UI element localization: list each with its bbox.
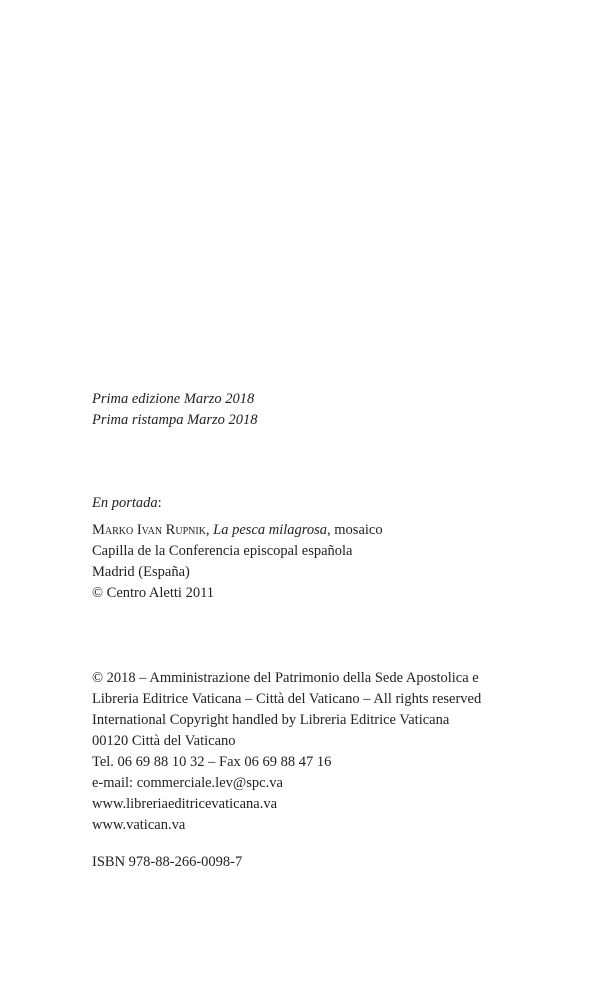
cover-label: En portada [92, 495, 158, 511]
cover-label-colon: : [157, 495, 162, 511]
artwork-medium: , mosaico [327, 522, 383, 538]
publisher-phone-fax: Tel. 06 69 88 10 32 – Fax 06 69 88 47 16 [92, 754, 332, 770]
copyright-line-1: © 2018 – Amministrazione del Patrimonio della Sede Apostolica e [92, 670, 479, 686]
copyright-line-2: Libreria Editrice Vaticana – Città del Vaticano – All rights reserved [92, 691, 482, 707]
isbn [92, 852, 518, 873]
artist-name: Marko Ivan Rupnik [92, 522, 206, 538]
artist-separator: , [205, 522, 214, 538]
isbn-number: ISBN 978-88-266-0098-7 [92, 854, 243, 870]
copyright-notice [92, 668, 518, 836]
reprint-line: Prima ristampa Marzo 2018 [92, 412, 258, 428]
artwork-credit-line [92, 520, 518, 541]
vatican-website: www.vatican.va [92, 817, 186, 833]
publisher-address: 00120 Città del Vaticano [92, 733, 236, 749]
artwork-location: Capilla de la Conferencia episcopal española [92, 543, 353, 559]
artwork-city: Madrid (España) [92, 564, 190, 580]
edition-info [92, 389, 518, 431]
publisher-website: www.libreriaeditricevaticana.va [92, 796, 278, 812]
first-edition-line: Prima edizione Marzo 2018 [92, 391, 255, 407]
artwork-rights: © Centro Aletti 2011 [92, 585, 215, 601]
artwork-title: La pesca milagrosa [213, 522, 328, 538]
publisher-email: e-mail: commerciale.lev@spc.va [92, 775, 283, 791]
cover-credits [92, 520, 518, 604]
copyright-line-3: International Copyright handled by Libreria Editrice Vaticana [92, 712, 450, 728]
cover-caption-heading [92, 493, 518, 514]
